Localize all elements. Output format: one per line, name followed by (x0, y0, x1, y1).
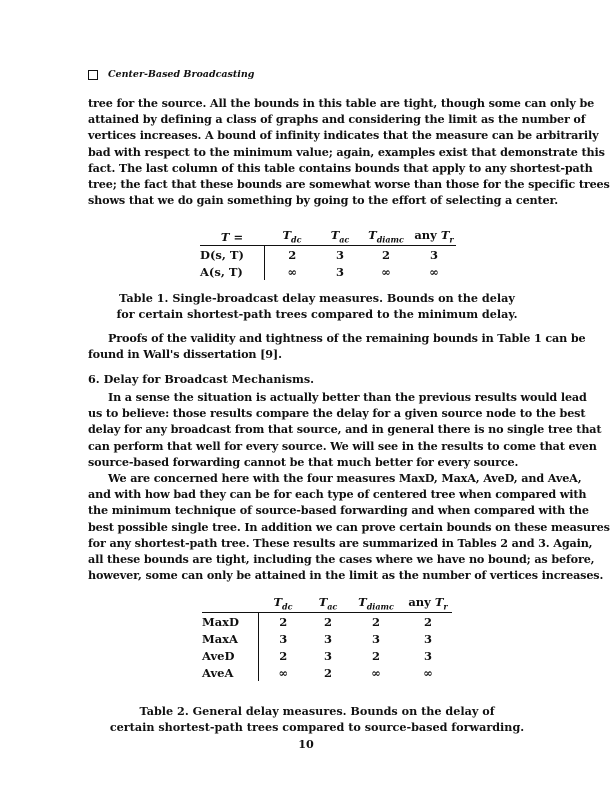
row-label: AveA (202, 664, 258, 681)
cell: 3 (335, 247, 344, 262)
cell: 2 (279, 614, 288, 629)
text-line: Proofs of the validity and tightness of the remaining bounds in Table 1 can be (108, 331, 586, 345)
row-label: A(s, T) (200, 263, 264, 280)
paragraph-2 (88, 330, 586, 362)
column-header: $T_{dc}$ (258, 595, 308, 613)
cell: 3 (323, 631, 332, 646)
text-line: tree; the fact that these bounds are somewhat worse than those for the specific trees (88, 177, 610, 192)
cell: 2 (279, 648, 288, 663)
row-label: MaxA (202, 630, 258, 647)
text-line: and with how bad they can be for each type of centered tree when compared with (88, 487, 587, 502)
running-title: Center-Based Broadcasting (108, 69, 255, 80)
caption-line: Table 2. General delay measures. Bounds on the delay of (139, 704, 495, 718)
cell: ∞ (371, 665, 381, 680)
table-corner: T = (200, 228, 264, 246)
table-2 (202, 595, 452, 681)
table-header-row (200, 228, 456, 246)
cell: ∞ (429, 264, 439, 279)
cell: 3 (429, 247, 438, 262)
text-line: delay for any broadcast from that source, and in general there is no single tree that (88, 422, 602, 437)
cell: 2 (381, 247, 390, 262)
table-row (202, 613, 452, 631)
row-label: AveD (202, 647, 258, 664)
table-row (200, 263, 456, 280)
caption-line: for certain shortest-path trees compared to the minimum delay. (116, 307, 518, 321)
text-line: best possible single tree. In addition we can prove certain bounds on these measures (88, 519, 610, 534)
caption-line: certain shortest-path trees compared to source-based forwarding. (109, 720, 525, 734)
table-row (202, 664, 452, 681)
text-line: however, some can only be attained in the limit as the number of vertices increases. (88, 568, 604, 583)
cell: ∞ (278, 665, 289, 680)
text-line: We are concerned here with the four measures MaxD, MaxA, AveD, and AveA, (108, 471, 582, 485)
cell: 2 (371, 614, 380, 629)
text-line: found in Wall's dissertation [9]. (88, 347, 282, 362)
cell: 3 (423, 631, 432, 646)
cell: ∞ (381, 264, 391, 279)
cell: 2 (323, 665, 332, 680)
cell: 3 (323, 648, 332, 663)
row-label: D(s, T) (200, 246, 264, 264)
cell: 2 (371, 648, 380, 663)
text-line: source-based forwarding cannot be that much better for every source. (88, 454, 519, 469)
column-header: $T_{ac}$ (308, 595, 348, 613)
text-line: attained by defining a class of graphs and considering the limit as the number of (88, 112, 586, 127)
text-line: vertices increases. A bound of infinity indicates that the measure can be arbitrarily (88, 128, 599, 143)
column-header: $T_{dc}$ (264, 228, 320, 246)
cell: 3 (335, 264, 344, 279)
table-row (200, 246, 456, 264)
column-header: $T_{diamc}$ (348, 595, 404, 613)
text-line: for any shortest-path tree. These results are summarized in Tables 2 and 3. Again, (88, 535, 593, 550)
caption-line: Table 1. Single-broadcast delay measures. Bounds on the delay (119, 291, 515, 305)
column-header: any $T_r$ (404, 595, 452, 613)
table-1-caption (88, 290, 546, 322)
table-row (202, 630, 452, 647)
cell: 3 (423, 648, 432, 663)
table-header-row (202, 595, 452, 613)
text-line: fact. The last column of this table contains bounds that apply to any shortest-path (88, 160, 593, 175)
paragraph-3 (88, 389, 602, 470)
cell: 3 (371, 631, 380, 646)
text-line: shows that we do gain something by going to the effort of selecting a center. (88, 193, 558, 208)
text-line: bad with respect to the minimum value; again, examples exist that demonstrate this (88, 144, 605, 159)
cell: 2 (288, 247, 297, 262)
table-corner (202, 595, 258, 613)
paragraph-4 (88, 470, 610, 583)
text-line: us to believe: those results compare the delay for a given source node to the best (88, 406, 586, 421)
cell: 2 (423, 614, 432, 629)
table-row (202, 647, 452, 664)
text-line: tree for the source. All the bounds in this table are tight, though some can only be (88, 96, 595, 110)
row-label: MaxD (202, 613, 258, 631)
table-1 (200, 228, 456, 280)
column-header: $T_{ac}$ (320, 228, 360, 246)
page-number: 10 (298, 737, 314, 751)
cell: 3 (279, 631, 288, 646)
checkbox-square-icon (88, 70, 98, 80)
cell: ∞ (423, 665, 433, 680)
cell: 2 (323, 614, 332, 629)
column-header: $T_{diamc}$ (360, 228, 412, 246)
text-line: In a sense the situation is actually better than the previous results would lead (108, 390, 587, 404)
paragraph-1 (88, 95, 610, 208)
text-line: can perform that well for every source. We will see in the results to come that even (88, 438, 597, 453)
column-header: any $T_r$ (412, 228, 456, 246)
running-header (88, 69, 254, 80)
text-line: the minimum technique of source-based forwarding and when compared with the (88, 503, 589, 518)
table-2-caption (88, 703, 546, 735)
text-line: all these bounds are tight, including the cases where we have no bound; as before, (88, 552, 595, 567)
cell: ∞ (287, 264, 298, 279)
section-heading: 6. Delay for Broadcast Mechanisms. (88, 372, 315, 386)
